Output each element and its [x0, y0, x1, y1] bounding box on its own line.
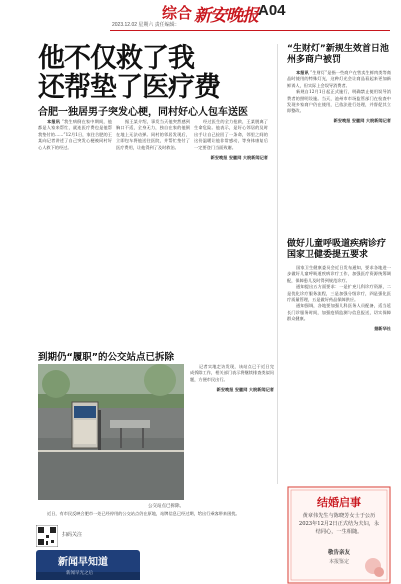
right-article-1-title: “生财灯”新规生效首日池州多商户被罚: [287, 44, 389, 65]
right-article-2-body: [287, 265, 391, 483]
article-paragraph: 据王某介绍，事发当天他突然感到胸口不适，全身无力，独自在家的他倒在地上无法动弹。同村的邻居发现后，立即包车将他送往医院，并帮忙垫付了医疗费用，让他得到了及时救治。: [116, 119, 190, 150]
ad-title: 结婚启事: [317, 496, 361, 509]
article-paragraph: 通知提出五方面要求：一是扩充儿科诊疗资源，二是优化诊疗服务流程，三是加强分级诊疗，四是强化医疗质量管理，五是做好药品保障供应。: [287, 284, 391, 303]
bus-article-title: 到期仍“履职”的公交站点已拆除: [38, 352, 174, 363]
article-paragraph: 记者实地走访发现，该站点已于近日完成拆除工作，相关部门表示将继续排查类似问题，方便市民出行。: [190, 364, 274, 382]
right-article-1-body: [287, 70, 391, 236]
main-headline: [38, 44, 220, 102]
right-article-2-title: 做好儿童呼吸道疾病诊疗国家卫健委提五要求: [287, 239, 387, 260]
bus-article-col-right: [190, 364, 274, 510]
article-paragraph: 近日，有市民反映合肥市一处已经停用的公交站点仍在原地，站牌信息已经过期，给出行乘客带来困扰。: [47, 511, 240, 516]
headline-line-2: 还帮垫了医疗费: [38, 72, 220, 103]
byline: 本报讯: [47, 119, 61, 124]
article-paragraph: “我生病倒在家中期间，他都是人家来帮忙，就连医疗费也是他帮我垫付的……”12月1日，家住合肥的王某向记者讲述了自己突发心梗被同村好心人救下的经过。: [38, 119, 112, 150]
main-article-reporter: 新安晚报 安徽网 大皖新闻记者: [210, 155, 268, 161]
wedding-announcement-ad: [287, 486, 391, 584]
main-article-col-2: [116, 119, 190, 345]
main-article-col-3: [194, 119, 268, 345]
page-number: A04: [258, 2, 286, 19]
photo-caption: 公交站点已拆除。: [148, 503, 184, 508]
ad-body: 黄章伟先生与陈晓芳女士于公历2023年12月2日正式结为夫妇，永结同心，一生相随。: [298, 513, 380, 535]
qr-caption: 扫码关注: [62, 532, 83, 538]
newspaper-logo: 新安晚报: [194, 6, 258, 25]
main-article-col-1: [38, 119, 112, 345]
article-paragraph: 通知强调，各地要加强儿科医务人员配备，适当延长门诊服务时间，加强疫情监测与信息报送，切实保障群众健康。: [287, 303, 391, 322]
bus-article-col-bottom: [38, 511, 274, 525]
article-paragraph: 新规自12月1日起正式施行，明确禁止使用误导消费者的照明设施。当天，池州市市场监管部门在检查中发现多家商户仍在使用，已依法进行处理，并督促其立即整改。: [287, 89, 391, 114]
right-article-1-reporter: 新安晚报 安徽网 大皖新闻记者: [333, 117, 391, 123]
article-paragraph: 国家卫生健康委员会近日发布通知，要求各地进一步做好儿童呼吸道疾病诊疗工作，加强医疗资源统筹调配，保障患儿及时得到规范诊疗。: [287, 265, 391, 283]
article-paragraph: 经过医生的全力抢救，王某脱离了生命危险。他表示，是好心邻居的及时出手让自己捡回了一条命，邻里之间的这份温暖让他非常感动，等身体康复后一定要登门当面致谢。: [194, 119, 268, 150]
masthead-divider: [110, 30, 390, 31]
headline-line-1: 他不仅救了我: [38, 43, 194, 74]
bus-article-reporter: 新安晚报 安徽网 大皖新闻记者: [216, 387, 274, 393]
main-subhead: 合肥一独居男子突发心梗，同村好心人包车送医: [38, 107, 248, 118]
qr-code: [36, 525, 58, 547]
right-article-2-reporter: 据新华社: [374, 325, 391, 331]
ad-sign-2: 本报鉴定: [328, 559, 349, 565]
column-divider: [277, 44, 278, 484]
banner-title: 新闻早知道: [58, 557, 108, 568]
banner-subtitle: 新闻早光之后: [66, 570, 93, 575]
news-banner: [36, 550, 140, 580]
bus-stop-photo: [38, 364, 184, 500]
article-paragraph: “生财灯”是指一些商户在售卖生鲜肉类等商品时使用的特殊灯光，这种灯光会让商品看起来更加新鲜诱人，但实际上会误导消费者。: [287, 70, 391, 88]
ad-sign: 敬告亲友: [327, 550, 350, 556]
section-name: 综合: [162, 5, 193, 22]
masthead-info: 2023.12.02 星期六 责任编辑：: [112, 22, 180, 28]
byline: 本报讯: [296, 70, 309, 75]
